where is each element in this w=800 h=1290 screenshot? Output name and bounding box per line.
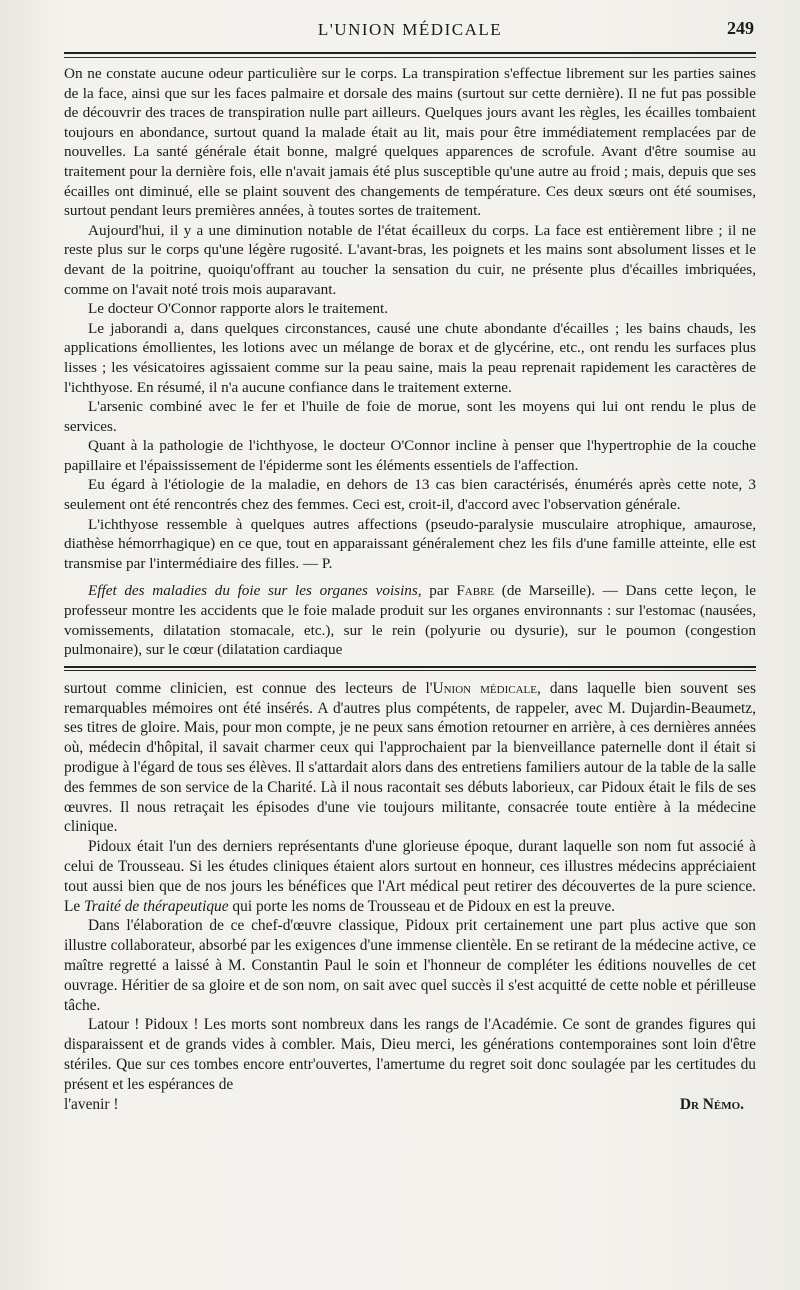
paragraph-etiology: Eu égard à l'étiologie de la maladie, en dehors de 13 cas bien caractérisés, énumérés après cette note, 3 seulement ont été rencontrés chez des femmes. Ceci est, croit-il, d'accord avec l'observation générale. — [64, 476, 756, 514]
obituary-paragraph-4: Latour ! Pidoux ! Les morts sont nombreux dans les rangs de l'Académie. Ce sont de grandes figures qui disparaissent et de grands vides à combler. Mais, Dieu merci, les générations contemporaines sont loin d'être stériles. Que sur ces tombes encore entr'ouvertes, l'amertume du regret soit donc soulagée par les certitudes du présent et les espérances de — [64, 1016, 756, 1093]
paragraph-fabre — [64, 581, 756, 659]
paragraph-jaborandi: Le jaborandi a, dans quelques circonstances, causé une chute abondante d'écailles ; les bains chauds, les applications émollientes, les lotions avec un mélange de borax et de glycérine, etc., ont rendu les surfaces plus lisses ; les vésicatoires agissaient comme sur la peau saine, mais la peau reprenait rapidement les caractères de l'ichthyose. En résumé, il n'a aucune confiance dans le traitement externe. — [64, 319, 756, 396]
obituary-p2-text-a: Pidoux était l'un des derniers représentants d'une glorieuse époque, durant laquelle son nom fut associé à celui de Trousseau. Si les études cliniques étaient alors surtout en honneur, ces illustres médecins appréciaient tout aussi bien que de nos jours les bénéfices que l'Art médical peut retirer des découvertes de la pure science. Le — [64, 838, 756, 915]
fabre-text: (de Marseille). — Dans cette leçon, le professeur montre les accidents que le foie malade produit sur les organes environnants : sur l'estomac (nausées, vomissements, dilatation stomacale, etc.), sur le rein (polyurie ou dysurie), sur le poumon (congestion pulmonaire), sur le cœur (dilatation cardiaque — [64, 582, 756, 659]
fabre-author: Fabre — [456, 582, 495, 600]
paragraph-observation: On ne constate aucune odeur particulière sur le corps. La transpiration s'effectue librement sur les parties saines de la face, ainsi que sur les faces palmaire et dorsale des mains (surtout sur cette dernière). Il ne fut pas possible de découvrir des traces de transpiration nulle part ailleurs. Quelques jours avant les règles, les écailles tombaient toujours en abondance, surtout quand la malade était au lit, mais pour être immédiatement remplacées par de nouvelles. La santé générale était bonne, malgré quelques apparences de scrofule. Avant d'être soumise au traitement pour la dernière fois, elle n'avait jamais été plus susceptible qu'une autre au froid ; mais, depuis que ses écailles ont diminué, elle se plaint souvent des changements de température. Ces deux sœurs ont été soumises, surtout pendant leurs premières années, à toutes sortes de traitement. — [64, 65, 756, 220]
obituary-p1-text-a: surtout comme clinicien, est connue des lecteurs de l' — [64, 679, 433, 697]
paragraph-current-state: Aujourd'hui, il y a une diminution notable de l'état écailleux du corps. La face est entièrement libre ; il ne reste plus sur le corps qu'une légère rugosité. L'avant-bras, les poignets et les mains sont absolument lisses et le devant de la poitrine, quoiqu'offrant au toucher la sensation du cuir, ne présente plus d'écailles imbriquées, comme on l'avait noté trois mois auparavant. — [64, 221, 756, 298]
journal-title: L'UNION MÉDICALE — [317, 20, 503, 39]
running-header — [64, 14, 756, 54]
obituary-paragraph-2 — [64, 837, 756, 916]
closing-text: l'avenir ! — [64, 1095, 119, 1113]
paragraph-pathology: Quant à la pathologie de l'ichthyose, le docteur O'Connor incline à penser que l'hypertrophie de la couche papillaire et l'épaississement de l'épiderme sont les éléments essentiels de l'affection. — [64, 437, 756, 474]
book-title: Traité de thérapeutique — [84, 897, 229, 915]
journal-name: Union médicale — [432, 679, 537, 697]
section-divider — [64, 666, 756, 671]
signature: Dr Némo. — [679, 1095, 744, 1113]
obituary-paragraph-1 — [64, 679, 756, 837]
upper-article — [64, 64, 756, 660]
obituary-p2-text-b: qui porte les noms de Trousseau et de Pidoux en est la preuve. — [228, 897, 615, 915]
paragraph-heredity: L'ichthyose ressemble à quelques autres affections (pseudo-paralysie musculaire atrophique, amaurose, diathèse hémorrhagique) en ce que, tout en apparaissant généralement chez les fils d'une famille atteinte, elle est transmise par l'intermédiaire des filles. — P. — [64, 515, 756, 572]
closing-line — [64, 1095, 756, 1115]
fabre-article-title: Effet des maladies du foie sur les organes voisins, — [88, 582, 422, 600]
obituary-section — [64, 679, 756, 1115]
paragraph-treatment-intro: Le docteur O'Connor rapporte alors le traitement. — [88, 300, 389, 318]
header-rule — [64, 57, 756, 58]
obituary-paragraph-3: Dans l'élaboration de ce chef-d'œuvre classique, Pidoux prit certainement une part plus active que son illustre collaborateur, absorbé par les exigences d'une immense clientèle. En se retirant de la médecine active, ce maître regretté a laissé à M. Constantin Paul le soin et l'honneur de compléter les éditions nouvelles de cet ouvrage. Héritier de sa gloire et de son nom, on sait avec quel succès il s'est acquitté de cette noble et périlleuse tâche. — [64, 917, 756, 1014]
page-number: 249 — [727, 18, 754, 38]
fabre-by: par — [421, 582, 457, 600]
paragraph-arsenic: L'arsenic combiné avec le fer et l'huile de foie de morue, sont les moyens qui lui ont rendu le plus de services. — [64, 398, 756, 435]
obituary-p1-text-b: , dans laquelle bien souvent ses remarquables mémoires ont été insérés. A d'autres plus compétents, de rappeler, avec M. Dujardin-Beaumetz, ses titres de gloire. Mais, pour mon compte, je ne peux sans émotion retourner en arrière, à ces dernières années où, médecin d'hôpital, il savait charmer ceux qui l'approchaient par la bienveillance paternelle dont il était si prodigue à l'égard de tous ses élèves. Il s'attardait alors dans des entretiens familiers autour de la table de la salle des femmes de son service de la Charité. Là il nous racontait ses débuts laborieux, car Pidoux était le fils de ses œuvres. Il nous retraçait les épisodes d'une vie toujours militante, consacrée toute entière à la médecine clinique. — [64, 679, 756, 836]
